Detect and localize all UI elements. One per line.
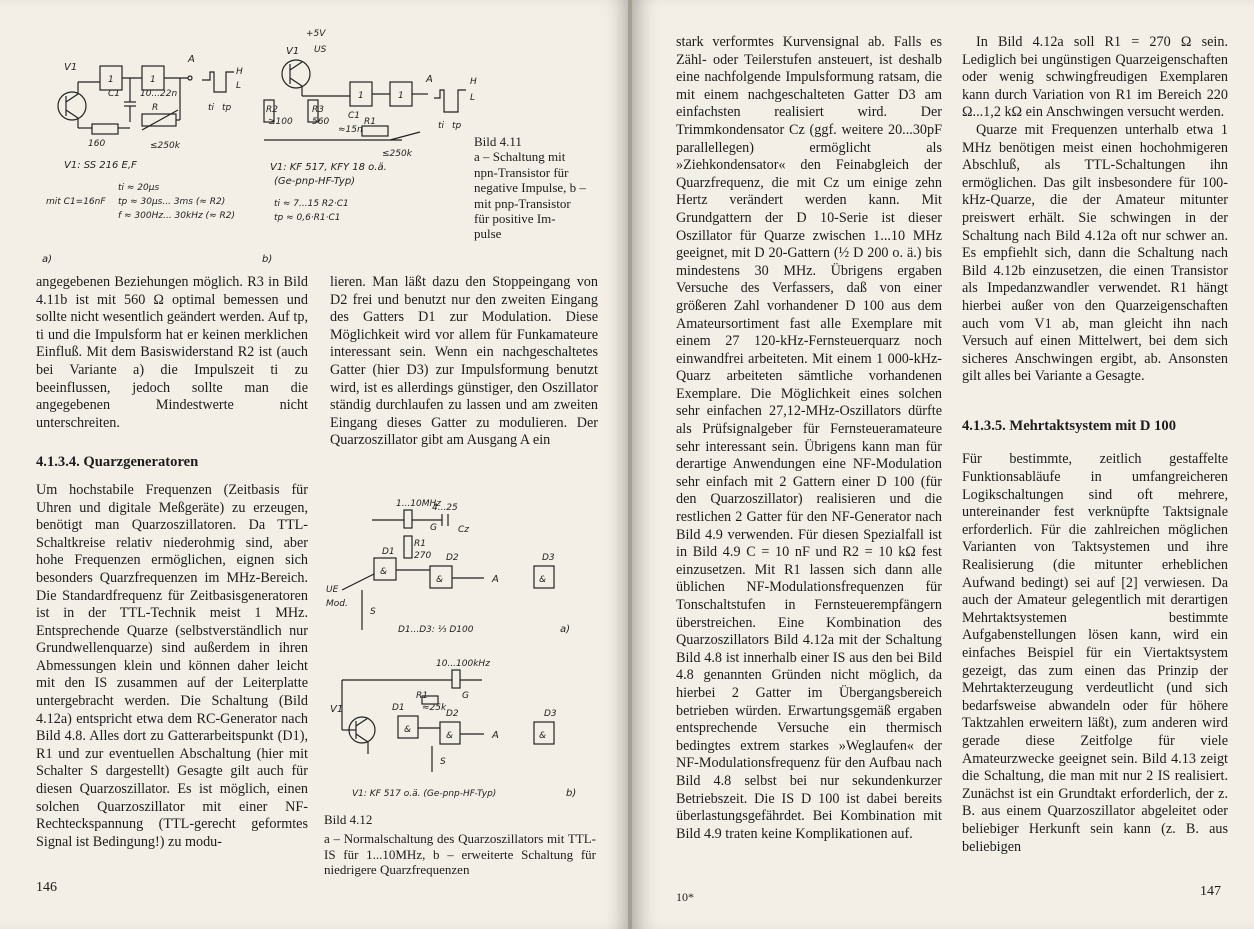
caption-line: mit pnp-Transistor — [474, 195, 571, 211]
paragraph: In Bild 4.12a soll R1 = 270 Ω sein. Lediglich bei ungünstigen Quarzeigenschaften oder wenig schwingfreudigen Exemplaren kann durch Variation von R1 im Bereich 220 Ω...1,2 kΩ ein Anschwingen versucht werden. — [962, 34, 1228, 121]
figure-4-11a-title: V1: SS 216 E,F — [64, 160, 137, 171]
svg-text:D1: D1 — [382, 547, 395, 557]
figure-4-11a-formula-2: tp ≈ 30µs... 3ms (≈ R2) — [118, 197, 226, 207]
caption-line: für positive Im- — [474, 211, 556, 227]
figure-4-11b-subtitle: (Ge-pnp-HF-Typ) — [274, 176, 356, 187]
svg-text:A: A — [188, 54, 195, 65]
svg-text:C1: C1 — [108, 89, 121, 99]
caption-text: a – Normalschaltung des Quarzoszillators mit TTL-IS für 1...10MHz, b – erweiterte Schaltung für niedrigere Quarzfrequenzen — [324, 831, 596, 878]
figure-4-12 — [322, 490, 612, 808]
caption-line: a – Schaltung mit — [474, 149, 566, 165]
svg-text:R1: R1 — [416, 691, 428, 701]
paragraph: stark verformtes Kurvensignal ab. Falls es Zähl- oder Teilerstufen ansteuert, ist deshalb eine nachfolgende Impulsformung ratsam, die mit einem nachgeschalteten Gatter D3 am einfachsten realisiert wird. Der Trimmkondensator Cz (ggf. weitere 20...30pF parallellegen) ermöglicht als »Ziehkondensator« den Feinabgleich der Quarzfrequenz, die mit Cz um einige zehn Hertz verändert werden kann. Mit Grundgattern der D 10-Serie ist dieser Oszillator für Quarze zwischen 1...10 MHz geeignet, mit D 20-Gattern (½ D 200 o. ä.) bis mindestens 30 MHz. Übrigens ergaben Versuche des Verfassers, daß von einer größeren Zahl vorhandener D 100 aus dem Amateursortiment fast alle Exemplare mit einem 27 120-kHz-Fernsteuerquarz noch einwandfrei arbeiteten. Mit einem 1 000-kHz-Quarz arbeiteten sämtliche vorhandenen Exemplare. Die Möglichkeit eines solchen sehr einfachen 27,12-MHz-Oszillators dürfte als Prüfsignalgeber für Fernsteueramateure sehr interessant sein. Übrigens kann man für derartige Anwendungen eine NF-Modulation sehr einfach mit 2 Gattern einer D 100 (für den Quarzoszillator) realisieren und die restlichen 2 Gatter für den NF-Generator nach Bild 4.9 verwenden. Für diesen Spezialfall ist in Bild 4.9 C = 10 nF und R2 = 10 kΩ fest einzusetzen. Mit R1 lassen sich dann alle üblichen NF-Modulationsfrequenzen für Tonschaltstufen in Fernsteuerempfängern überstreichen. Eine Kombination des Quarzoszillators Bild 4.12a mit der Schaltung Bild 4.8 ist innerhalb einer IS aus den bei Bild 4.8 genannten Gründen nicht möglich, da hierbei 2 Gatter im Übergangsbereich betrieben würden. Erwartungsgemäß ergaben entsprechende Versuche ein thermisch bedingtes extrem starkes »Weglaufen« der NF-Modulationsfrequenz für den Aufbau nach Bild 4.8 selbst bei nur sekundenkurzer Betriebszeit. Die IS D 100 ist dabei bereits überlastungsgefährdet. Bei Kombination mit Bild 4.9 traten keine Komplikationen auf. — [676, 34, 942, 842]
svg-text:&: & — [539, 575, 547, 585]
left-column-2 — [330, 274, 598, 450]
figure-4-12a-label: a) — [560, 624, 571, 635]
page-number-right: 147 — [1200, 884, 1221, 899]
svg-text:A: A — [426, 74, 433, 85]
svg-text:D2: D2 — [446, 553, 459, 563]
svg-text:+5V: +5V — [306, 29, 326, 39]
svg-text:C1: C1 — [348, 111, 361, 121]
caption-line: npn-Transistor für — [474, 164, 569, 180]
paragraph: lieren. Man läßt dazu den Stoppeingang von D2 frei und benutzt nur den zweiten Eingang des Gatters D1 zur Modulation. Diese Möglichkeit wird vor allem für Funkamateure interessant sein. Wenn ein nachgeschaltetes Gatter (hier D3) zur Impulsformung benutzt wird, ist es allerdings günstiger, den Oszillator ständig durchlaufen zu lassen und am zweiten Eingang dieses Gatter zu modulieren. Der Quarzoszillator gibt am Ausgang A ein — [330, 274, 598, 449]
svg-text:Cz: Cz — [458, 525, 470, 535]
svg-text:D2: D2 — [446, 709, 459, 719]
svg-text:R1: R1 — [414, 539, 426, 549]
svg-text:≈15n: ≈15n — [338, 125, 363, 135]
svg-text:L: L — [470, 93, 476, 103]
caption-line: Bild 4.11 — [474, 134, 522, 149]
svg-text:D1: D1 — [392, 703, 405, 713]
figure-4-11a-label: a) — [42, 254, 53, 265]
figure-4-11b-title: V1: KF 517, KFY 18 o.ä. — [270, 162, 387, 173]
figure-4-11b-formula-1: ti ≈ 7...15 R2·C1 — [274, 199, 349, 209]
svg-text:ti: ti — [438, 121, 445, 131]
caption-bild-4-11 — [474, 134, 598, 242]
svg-text:&: & — [380, 567, 388, 577]
svg-text:V1: V1 — [286, 46, 300, 57]
caption-line: pulse — [474, 226, 502, 242]
svg-text:R3: R3 — [312, 105, 324, 115]
svg-text:US: US — [314, 45, 327, 55]
svg-text:G: G — [430, 523, 437, 533]
paragraph: Quarze mit Frequenzen unterhalb etwa 1 MHz benötigen meist einen hochohmigeren Abschluß, als TTL-Schaltungen ihn ermöglichen. Das gilt insbesondere für 100-kHz-Quarze, die der Amateur mitunter preiswert erhält. Sie schwingen in der Schaltung nach Bild 4.12a oft nur schwer an. Es empfiehlt sich, dann die Schaltung nach Bild 4.12b einzusetzen, die einen Transistor als Impedanzwandler verwendet. R1 hängt hierbei außer von den Quarzeigenschaften auch vom V1 ab, man gleicht ihn nach Versuch auf einen Mittelwert, bei dem sich sicheres Anschwingen ergibt, ab. Ansonsten gilt alles bei Variante a Gesagte. — [962, 121, 1228, 385]
svg-text:H: H — [236, 67, 243, 77]
page-number-left: 146 — [36, 880, 57, 895]
svg-text:≥100: ≥100 — [268, 117, 293, 127]
right-page — [632, 0, 1254, 929]
svg-text:G: G — [462, 691, 469, 701]
left-column-1 — [36, 274, 308, 851]
svg-text:270: 270 — [414, 551, 432, 561]
figure-4-12a-note: D1...D3: ⅓ D100 — [398, 625, 474, 635]
svg-text:10...22n: 10...22n — [140, 89, 178, 99]
svg-text:&: & — [539, 731, 547, 741]
svg-text:1: 1 — [150, 75, 156, 85]
svg-text:&: & — [404, 725, 412, 735]
caption-title: Bild 4.12 — [324, 812, 373, 827]
figure-4-11a-formula-prefix: mit C1=16nF — [46, 197, 106, 207]
svg-text:160: 160 — [88, 139, 106, 149]
figure-4-12b-label: b) — [566, 788, 577, 799]
figure-4-11b-formula-2: tp ≈ 0,6·R1·C1 — [274, 213, 341, 223]
caption-line: negative Impulse, b – — [474, 180, 586, 196]
figure-4-11a-formula-1: ti ≈ 20µs — [118, 183, 160, 193]
figure-4-11b-label: b) — [262, 254, 273, 265]
figure-4-11b-circuit — [264, 29, 477, 159]
section-heading-4-1-3-4: 4.1.3.4. Quarzgeneratoren — [36, 454, 199, 471]
svg-text:R2: R2 — [266, 105, 278, 115]
svg-text:≤250k: ≤250k — [382, 149, 412, 159]
svg-text:R1: R1 — [364, 117, 376, 127]
svg-text:V1: V1 — [330, 704, 344, 715]
figure-4-12b-note: V1: KF 517 o.ä. (Ge-pnp-HF-Typ) — [352, 789, 497, 799]
svg-text:S: S — [440, 757, 446, 767]
caption-bild-4-12 — [324, 812, 596, 878]
svg-text:tp: tp — [452, 121, 462, 131]
svg-text:A: A — [492, 574, 499, 585]
svg-text:&: & — [436, 575, 444, 585]
svg-text:UE: UE — [326, 585, 339, 595]
figure-4-12b-circuit — [330, 659, 576, 799]
svg-text:4...25: 4...25 — [432, 503, 458, 513]
svg-text:≤250k: ≤250k — [150, 141, 180, 151]
svg-text:1: 1 — [398, 91, 404, 101]
svg-text:D3: D3 — [542, 553, 555, 563]
paragraph: angegebenen Beziehungen möglich. R3 in Bild 4.11b ist mit 560 Ω optimal bemessen und sollte nicht wesentlich geändert werden. Auf tp, ti und die Impulsform hat er keinen merklichen Einfluß. Mit dem Basiswiderstand R2 ist (auch bei Variante a) die Impulszeit ti zu beeinflussen, jedoch sollte man die angegebenen Mindestwerte nicht unterschreiten. — [36, 274, 308, 431]
svg-text:1: 1 — [358, 91, 364, 101]
svg-text:1...10MHz: 1...10MHz — [396, 499, 442, 509]
svg-text:S: S — [370, 607, 376, 617]
section-heading-4-1-3-5: 4.1.3.5. Mehrtaktsystem mit D 100 — [962, 417, 1177, 434]
svg-text:tp: tp — [222, 103, 232, 113]
figure-4-12a-circuit — [326, 499, 570, 635]
svg-text:10...100kHz: 10...100kHz — [436, 659, 490, 669]
svg-text:R: R — [152, 103, 159, 113]
svg-text:1: 1 — [108, 75, 114, 85]
svg-text:≈25k: ≈25k — [422, 703, 447, 713]
svg-text:ti: ti — [208, 103, 215, 113]
right-column-2 — [962, 34, 1228, 856]
figure-4-11a-formula-3: f ≈ 300Hz... 30kHz (≈ R2) — [118, 211, 235, 221]
svg-text:560: 560 — [312, 117, 330, 127]
paragraph: Für bestimmte, zeitlich gestaffelte Funktionsabläufe in umfangreicheren Logikschaltungen sind oft mehrere, untereinander fest verknüpfte Taktsignale erforderlich. Für die zahlreichen möglichen Varianten von Taktsystemen und ihre Realisierung (die mitunter erheblichen Aufwand bedingt) sei auf [2] verwiesen. Da auch der Amateur gelegentlich mit derartigen Mehrtaktsystemen bestimmte Aufgabenstellungen lösen kann, wird ein einfaches Beispiel für ein Viertaktsystem gezeigt, das zum einen das Prinzip der Mehrtakterzeugung verdeutlicht (und sich bedarfsweise abwandeln oder für höhere Taktzahlen erweitern läßt), zum anderen wird gerade diese Zeitfolge für viele Amateurzwecke geeignet sein. Bild 4.13 zeigt die Schaltung, die man mit nur 2 IS realisiert. Zunächst ist ein Grundtakt erforderlich, der z. B. aus einem Quarzoszillator abgeleitet oder beliebiger Herkunft sein kann (z. B. aus beliebigen — [962, 451, 1228, 855]
signature-mark: 10* — [676, 890, 694, 904]
svg-text:Mod.: Mod. — [326, 599, 348, 609]
svg-text:&: & — [446, 731, 454, 741]
svg-text:A: A — [492, 730, 499, 741]
svg-text:D3: D3 — [544, 709, 557, 719]
svg-text:V1: V1 — [64, 62, 78, 73]
right-column-1 — [676, 34, 942, 843]
figure-4-11a-circuit — [58, 54, 243, 151]
svg-text:H: H — [470, 77, 477, 87]
paragraph: Um hochstabile Frequenzen (Zeitbasis für Uhren und digitale Meßgeräte) zu erzeugen, benötigt man Quarzoszillatoren. Da TTL-Schaltkreise relativ niederohmig sind, aber hohe Frequenzen ermöglichen, eignen sich besonders Quarzfrequenzen im MHz-Bereich. Die Standardfrequenz für Zeitbasisgeneratoren ist in der TTL-Technik meist 1 MHz. Entsprechende Quarze (selbstverständlich nur Grundwellenquarze) sind außerdem in ihren Abmessungen klein und können daher leicht mit den IS zusammen auf der Leiterplatte untergebracht werden. Die Schaltung (Bild 4.12a) entspricht etwa dem RC-Generator nach Bild 4.8. Alles dort zu Gatterarbeitspunkt (D1), R1 und zur eventuellen Abschaltung (hier mit Schalter S dargestellt) Gesagte gilt auch für diesen Quarzoszillator. Es ist möglich, einen solchen Quarzoszillator mit einer NF-Rechteckspannung (TTL-gerecht geformtes Signal ist Bedingung!) zu modu- — [36, 481, 308, 850]
svg-text:L: L — [236, 81, 242, 91]
